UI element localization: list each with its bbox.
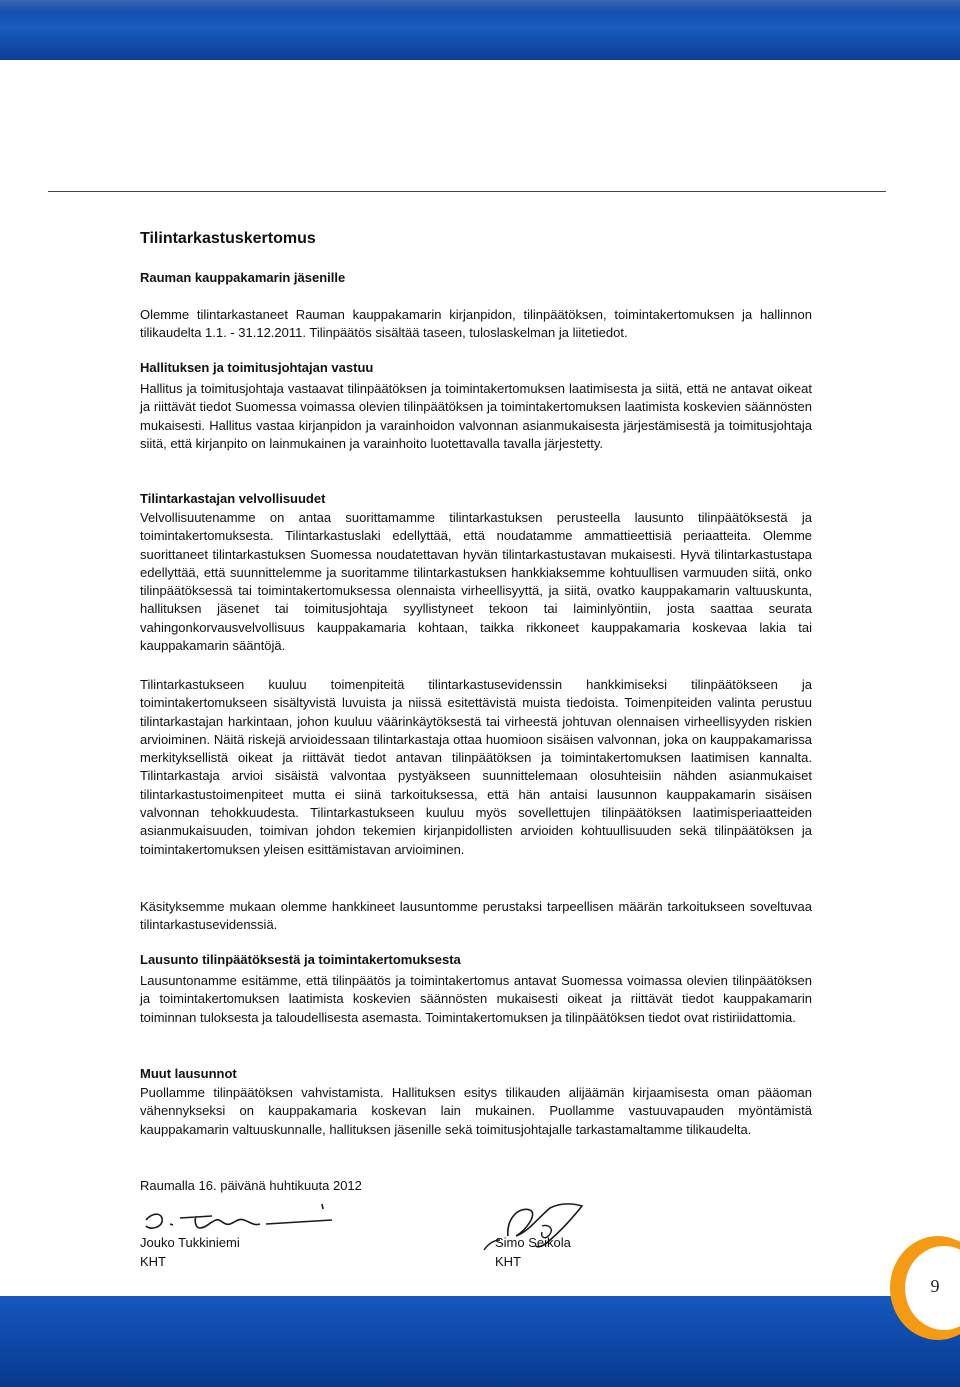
section-heading-auditor-duties: Tilintarkastajan velvollisuudet <box>140 491 326 506</box>
date-line: Raumalla 16. päivänä huhtikuuta 2012 <box>140 1178 362 1193</box>
signatory-title: KHT <box>140 1253 166 1269</box>
signature-tukkiniemi <box>142 1198 342 1238</box>
responsibility-paragraph: Hallitus ja toimitusjohtaja vastaavat tilinpäätöksen ja toimintakertomuksen laatimisesta ja siitä, että ne antavat oikeat ja riittävät tiedot Suomessa voimassa olevien tilinpäätöksen ja toimintakertomuksen laatimista koskevien säännösten mukaisesti. Hallitus vastaa kirjanpidon ja varainhoidon valvonnan asianmukaisesta järjestämisestä ja toimitusjohtaja siitä, että kirjanpito on lainmukainen ja varainhoito luotettavalla tavalla järjestetty. <box>140 381 812 451</box>
page-number: 9 <box>930 1276 940 1296</box>
signatory-left <box>140 1234 240 1271</box>
auditor-duties-paragraph-1: Velvollisuutenamme on antaa suorittamamme tilintarkastuksen perusteella lausunto tilinpäätöksestä ja toimintakertomuksesta. Tilintarkastuslaki edellyttää, että noudatamme ammattieettisiä periaatteita. Olemme suorittaneet tilintarkastuksen Suomessa noudatettavan hyvän tilintarkastustavan mukaisesti. Hyvä tilintarkastustapa edellyttää, että suunnittelemme ja suoritamme tilintarkastuksen hankkiaksemme kohtuullisen varmuuden siitä, onko tilinpäätöksessä tai toimintakertomuksessa olennaista virheellisyyttä, ja siitä, ovatko kauppakamarin valtuuskunta, hallituksen jäsenet tai toimitusjohtaja syyllistyneet tekoon tai laiminlyöntiin, josta saattaa seurata vahingonkorvausvelvollisuus kauppakamaria kohtaan, taikka rikkoneet kauppakamaria koskevaa lakia tai kauppakamarin sääntöjä. <box>140 510 812 654</box>
document-title: Tilintarkastuskertomus <box>140 230 316 247</box>
signatory-name: Simo Seikola <box>495 1235 571 1250</box>
signatory-right <box>495 1234 571 1271</box>
header-band <box>0 0 960 60</box>
auditor-duties-paragraph-3: Käsityksemme mukaan olemme hankkineet lausuntomme perustaksi tarpeellisen määrän tarkoitukseen soveltuvaa tilintarkastusevidenssiä. <box>140 899 812 933</box>
auditor-duties-paragraph-2: Tilintarkastukseen kuuluu toimenpiteitä tilintarkastusevidenssin hankkimiseksi tilinpäätökseen ja toimintakertomukseen sisältyvistä luvuista ja niissä esitettävistä muista tiedoista. Toimenpiteiden valinta perustuu tilintarkastajan harkintaan, johon kuuluu väärinkäytöksestä tai virheestä johtuvan olennaisen virheellisyyden riskien arvioiminen. Näitä riskejä arvioidessaan tilintarkastaja ottaa huomioon sisäisen valvonnan, joka on kauppakamarissa merkityksellistä oikeat ja riittävät tiedot antavan tilinpäätöksen ja toimintakertomuksen laatimisen kannalta. Tilintarkastaja arvioi sisäistä valvontaa pystyäkseen suunnittelemaan olosuhteisiin nähden asianmukaiset tilintarkastustoimenpiteet mutta ei siinä tarkoituksessa, että hän antaisi lausunnon kauppakamarin sisäisen valvonnan tehokkuudesta. Tilintarkastukseen kuuluu myös sovellettujen tilinpäätöksen laatimisperiaatteiden asianmukaisuuden, toimivan johdon tekemien kirjanpidollisten arvioiden kohtuullisuuden sekä tilinpäätöksen ja toimintakertomuksen yleisen esittämistavan arvioiminen. <box>140 677 812 857</box>
signatory-name: Jouko Tukkiniemi <box>140 1235 240 1250</box>
opinion-paragraph: Lausuntonamme esitämme, että tilinpäätös ja toimintakertomus antavat Suomessa voimassa olevien tilinpäätöksen ja toimintakertomuksen laatimista koskevien säännösten mukaisesti oikeat ja riittävät tiedot kauppakamarin toiminnan tuloksesta ja taloudellisesta asemasta. Toimintakertomuksen ja tilinpäätöksen tiedot ovat ristiriidattomia. <box>140 973 812 1025</box>
section-heading-opinion: Lausunto tilinpäätöksestä ja toimintakertomuksesta <box>140 952 461 967</box>
intro-paragraph: Olemme tilintarkastaneet Rauman kauppakamarin kirjanpidon, tilinpäätöksen, toimintakertomuksen ja hallinnon tilikaudelta 1.1. - 31.12.2011. Tilinpäätös sisältää taseen, tuloslaskelman ja liitetiedot. <box>140 307 812 341</box>
footer-band <box>0 1296 960 1387</box>
header-divider <box>48 191 886 192</box>
section-heading-responsibility: Hallituksen ja toimitusjohtajan vastuu <box>140 360 374 375</box>
document-addressee: Rauman kauppakamarin jäsenille <box>140 270 346 285</box>
signatory-title: KHT <box>495 1253 521 1269</box>
other-statements-paragraph: Puollamme tilinpäätöksen vahvistamista. Hallituksen esitys tilikauden alijäämän kirjaamisesta oman pääoman vähennykseksi on kauppakamaria koskevan lain mukainen. Puollamme vastuuvapauden myöntämistä kauppakamarin valtuuskunnalle, hallituksen jäsenille sekä toimitusjohtajalle tarkastamaltamme tilikaudelta. <box>140 1085 812 1137</box>
section-heading-other-statements: Muut lausunnot <box>140 1066 237 1081</box>
